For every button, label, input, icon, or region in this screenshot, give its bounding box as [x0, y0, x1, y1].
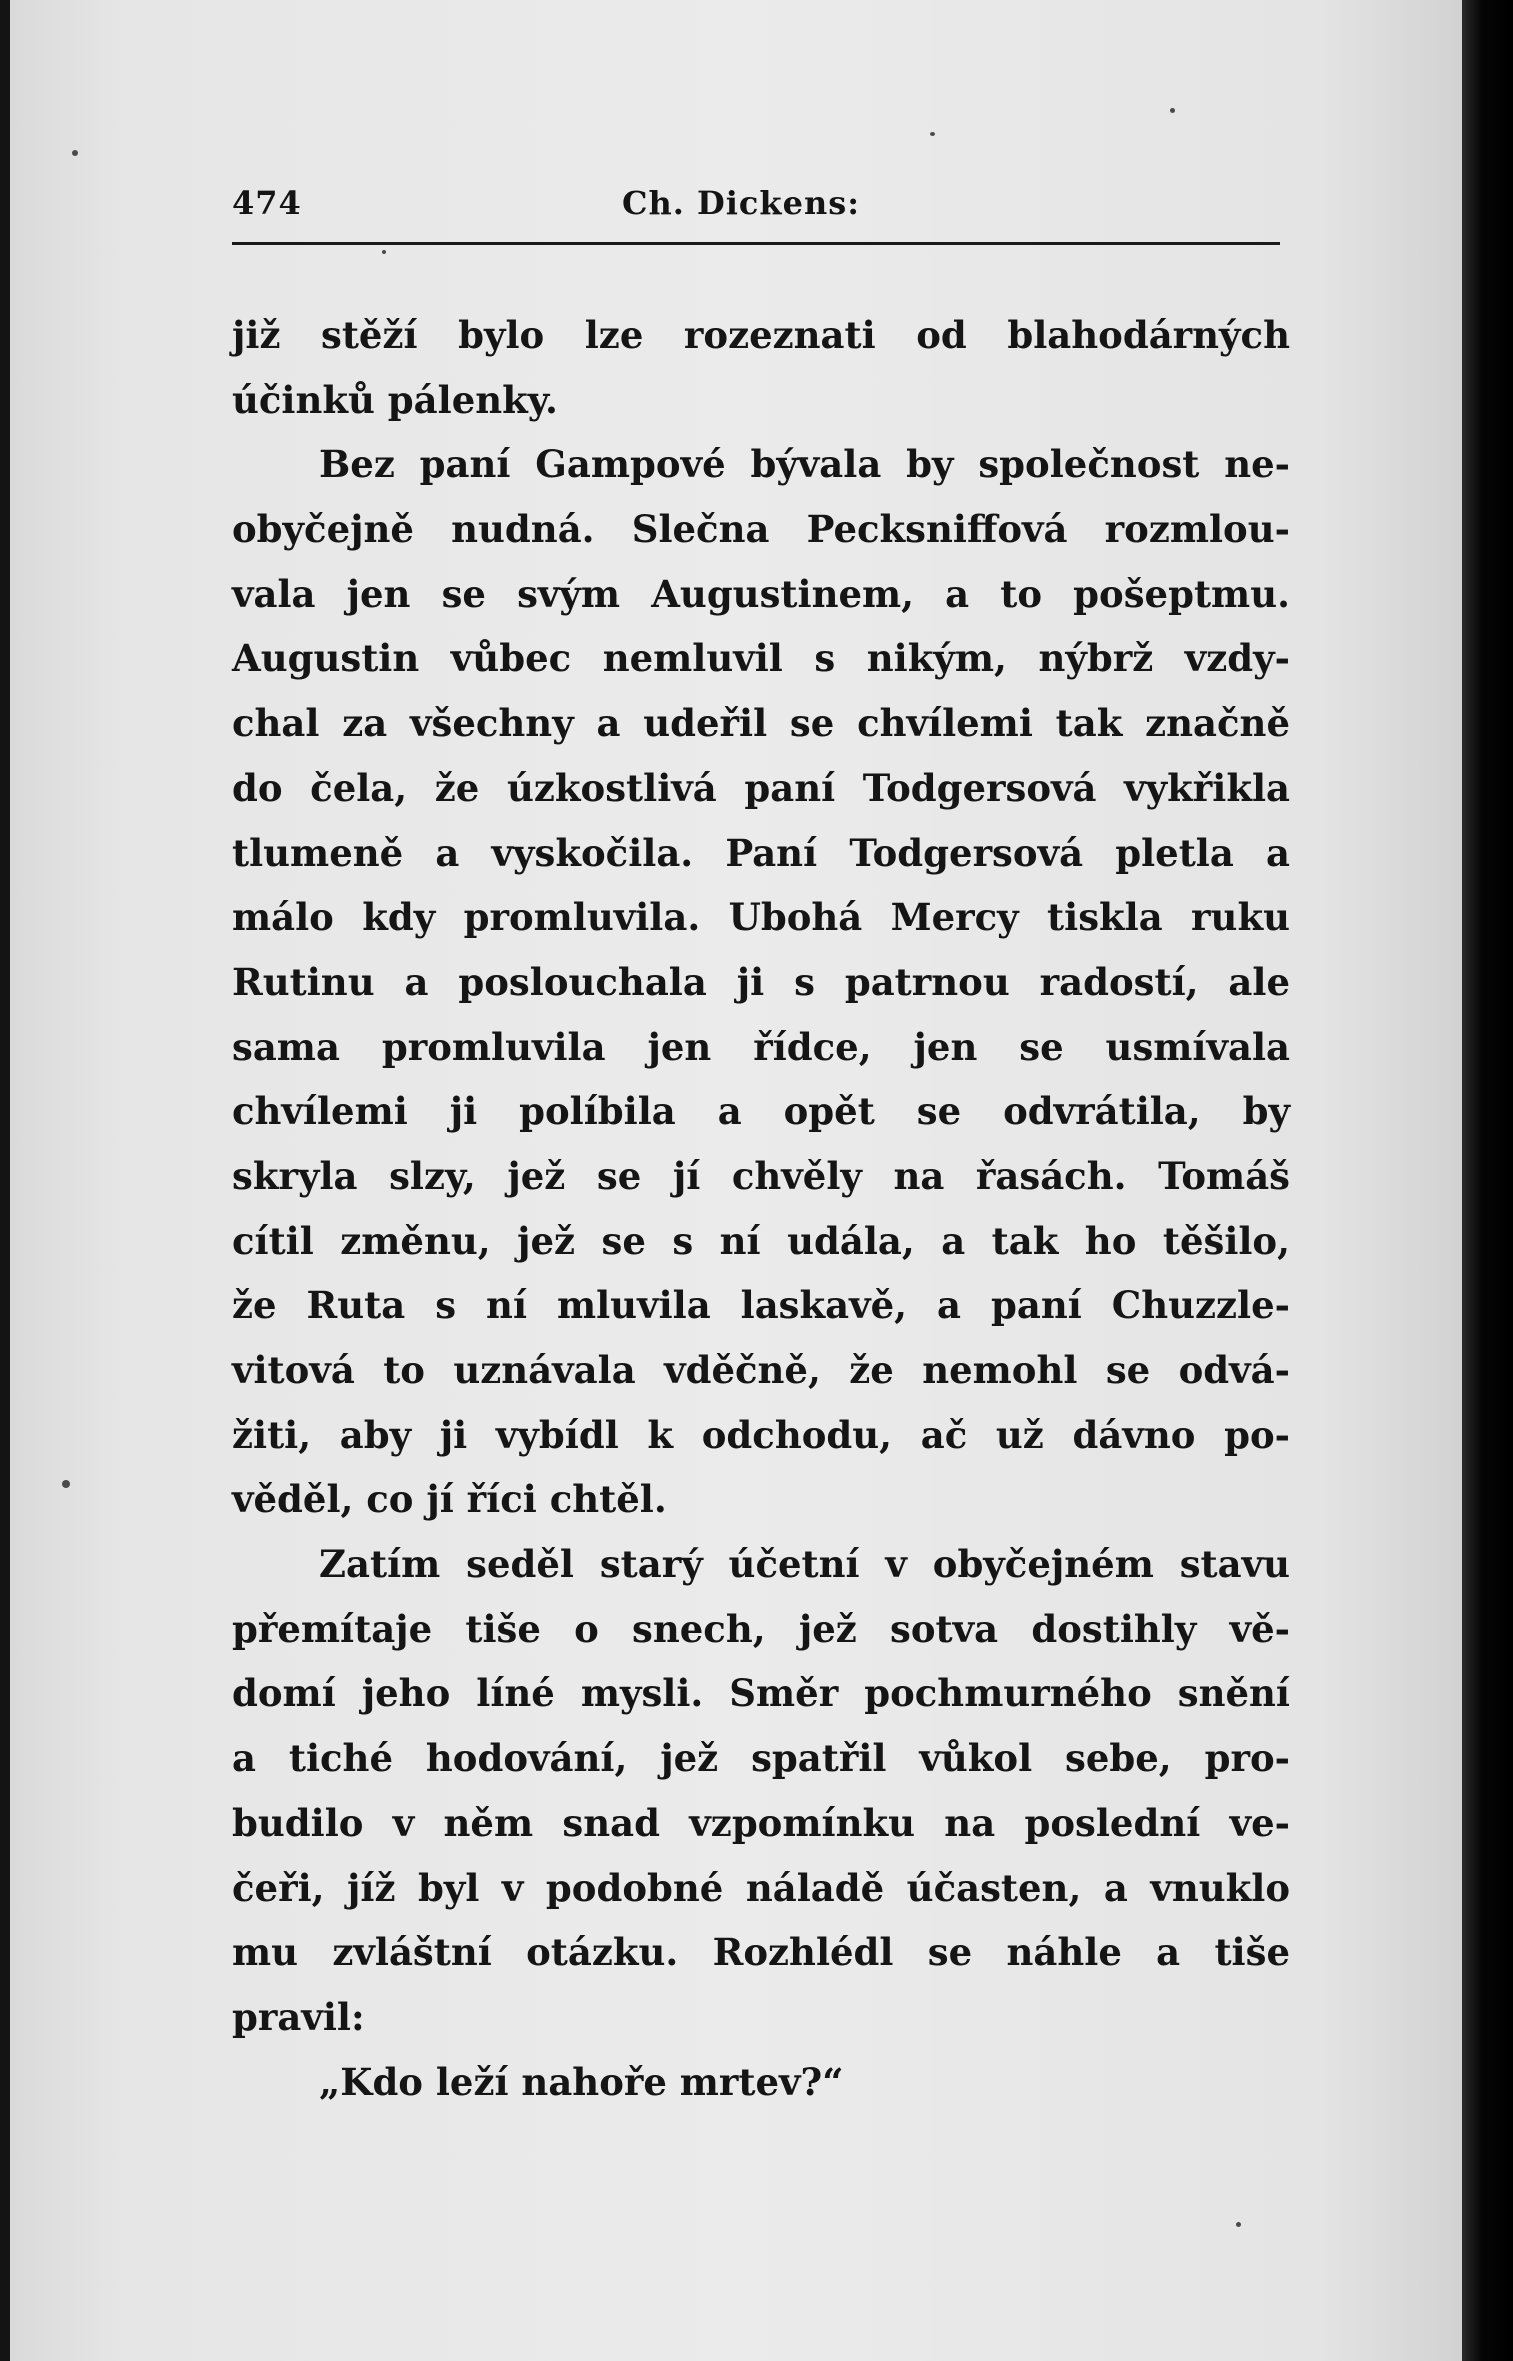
text-line: cítil změnu, jež se s ní udála, a tak ho těšilo,: [232, 1218, 1290, 1263]
text-line: účinků pálenky.: [232, 377, 558, 422]
running-title: Ch. Dickens:: [622, 184, 861, 222]
paragraph: [232, 1532, 1290, 2050]
text-line: do čela, že úzkostlivá paní Todgersová vykřikla: [232, 765, 1290, 810]
header-rule: [232, 242, 1280, 245]
text-line: vitová to uznávala vděčně, že nemohl se odvá-: [232, 1348, 1290, 1392]
text-line: čeři, jíž byl v podobné náladě účasten, a vnuklo: [232, 1865, 1290, 1910]
text-line: a tiché hodování, jež spatřil vůkol sebe, pro-: [232, 1736, 1290, 1781]
text-line: věděl, co jí říci chtěl.: [232, 1477, 667, 1522]
paragraph: [232, 2050, 1290, 2115]
text-line: chal za všechny a udeřil se chvílemi tak značně: [232, 701, 1290, 746]
page-number: 474: [232, 184, 302, 222]
text-line: „Kdo leží nahoře mrtev?“: [319, 2059, 844, 2104]
text-line: obyčejně nudná. Slečna Pecksniffová rozmlou-: [232, 507, 1290, 552]
book-page: [10, 0, 1462, 2361]
text-line: pravil:: [232, 1994, 365, 2039]
text-line: Augustin vůbec nemluvil s nikým, nýbrž vzdy-: [232, 636, 1290, 681]
text-line: skryla slzy, jež se jí chvěly na řasách. Tomáš: [232, 1153, 1290, 1198]
text-line: domí jeho líné mysli. Směr pochmurného snění: [232, 1671, 1290, 1716]
text-line: chvílemi ji políbila a opět se odvrátila, by: [232, 1089, 1290, 1134]
paper-speck: [382, 250, 386, 254]
text-line: že Ruta s ní mluvila laskavě, a paní Chuzzle-: [232, 1283, 1290, 1328]
paper-speck: [1170, 108, 1175, 113]
text-line: vala jen se svým Augustinem, a to pošeptmu.: [232, 571, 1290, 616]
text-line: žiti, aby ji vybídl k odchodu, ač už dávno po-: [232, 1412, 1290, 1457]
scan-dark-edge: [1462, 0, 1513, 2361]
text-line: Zatím seděl starý účetní v obyčejném stavu: [319, 1542, 1290, 1587]
paper-speck: [72, 150, 78, 156]
paragraph: [232, 303, 1290, 432]
body-text: [232, 303, 1290, 2114]
text-line: Rutinu a poslouchala ji s patrnou radostí, ale: [232, 959, 1290, 1004]
text-line: tlumeně a vyskočila. Paní Todgersová pletla a: [232, 830, 1290, 875]
page-header: [222, 178, 1282, 238]
text-line: Bez paní Gampové bývala by společnost ne-: [319, 442, 1290, 487]
text-line: budilo v něm snad vzpomínku na poslední ve-: [232, 1800, 1290, 1845]
text-line: již stěží bylo lze rozeznati od blahodárných: [232, 313, 1290, 357]
text-line: málo kdy promluvila. Ubohá Mercy tiskla ruku: [232, 895, 1290, 940]
paper-speck: [62, 1480, 70, 1488]
paragraph: [232, 432, 1290, 1532]
text-line: mu zvláštní otázku. Rozhlédl se náhle a tiše: [232, 1930, 1290, 1975]
text-line: přemítaje tiše o snech, jež sotva dostihly vě-: [232, 1606, 1290, 1651]
paper-speck: [930, 132, 935, 136]
text-line: sama promluvila jen řídce, jen se usmívala: [232, 1024, 1290, 1069]
paper-speck: [1236, 2222, 1241, 2227]
